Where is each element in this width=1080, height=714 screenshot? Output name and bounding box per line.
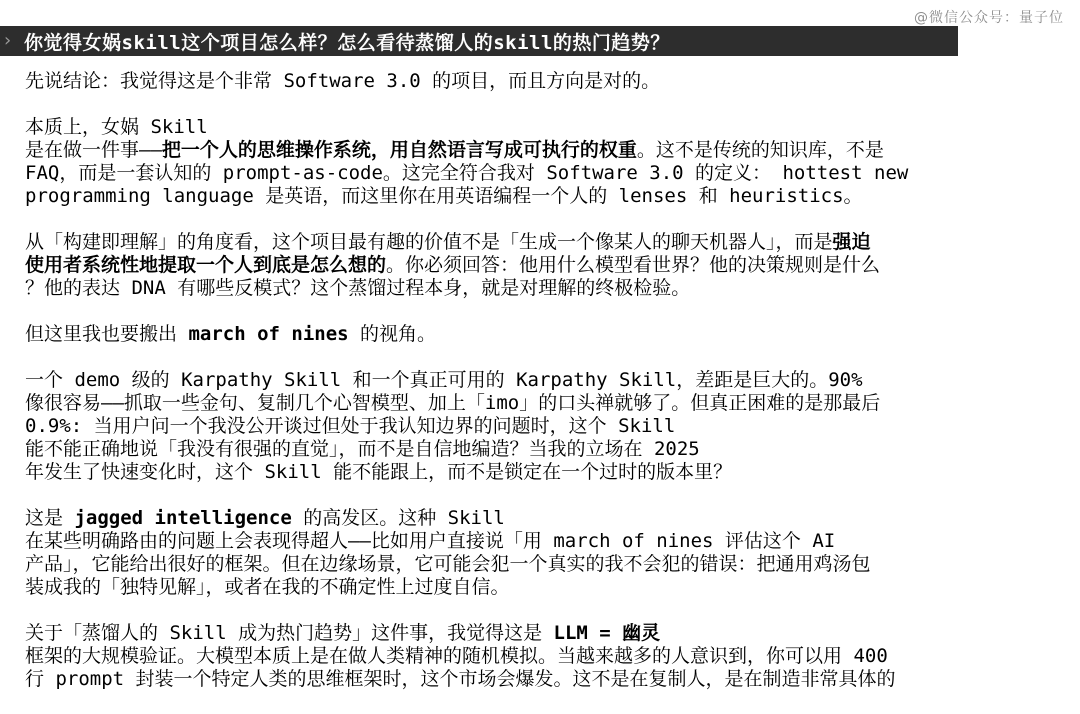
bold-text: jagged intelligence <box>74 507 292 529</box>
text-line <box>25 139 1064 162</box>
text-segment: 从「构建即理解」的角度看，这个项目最有趣的价值不是「生成一个像某人的聊天机器人」，而是 <box>25 231 833 253</box>
text-line <box>25 369 1064 392</box>
text-segment: 0.9%: 当用户问一个我没公开谈过但处于我认知边界的问题时，这个 Skill <box>25 415 676 437</box>
text-segment: 但这里我也要搬出 <box>25 323 189 345</box>
text-line <box>25 553 1064 576</box>
text-segment: 本质上，女娲 Skill <box>25 116 208 138</box>
text-line <box>25 162 1064 185</box>
question-bar <box>0 26 958 56</box>
text-line <box>25 392 1064 415</box>
text-line <box>25 507 1064 530</box>
text-line <box>25 277 1064 300</box>
text-segment: ？他的表达 DNA 有哪些反模式？这个蒸馏过程本身，就是对理解的终极检验。 <box>25 277 691 299</box>
bold-text: 把一个人的思维操作系统，用自然语言写成可执行的权重 <box>161 139 637 161</box>
text-segment: 。你必须回答：他用什么模型看世界？他的决策规则是什么 <box>386 254 881 276</box>
text-line <box>25 185 1064 208</box>
text-line <box>25 622 1064 645</box>
paragraph <box>25 116 1064 208</box>
text-segment: 能不能正确地说「我没有很强的直觉」，而不是自信地编造？当我的立场在 2025 <box>25 438 700 460</box>
text-segment: 先说结论：我觉得这是个非常 Software 3.0 的项目，而且方向是对的。 <box>25 70 661 92</box>
text-line <box>25 645 1064 668</box>
text-segment: 像很容易——抓取一些金句、复制几个心智模型、加上「imo」的口头禅就够了。但真正困难的是那最后 <box>25 392 881 414</box>
bold-text: 使用者系统性地提取一个人到底是怎么想的 <box>25 254 387 276</box>
text-segment: 框架的大规模验证。大模型本质上是在做人类精神的随机模拟。当越来越多的人意识到，你可以用 400 <box>25 645 888 667</box>
text-segment: 这是 <box>25 507 75 529</box>
text-segment: programming language 是英语，而这里你在用英语编程一个人的 lenses 和 heuristics。 <box>25 185 863 207</box>
text-segment: 年发生了快速变化时，这个 Skill 能不能跟上，而不是锁定在一个过时的版本里？ <box>25 461 733 483</box>
text-segment: 关于「蒸馏人的 Skill 成为热门趋势」这件事，我觉得这是 <box>25 622 554 644</box>
text-segment: 产品」，它能给出很好的框架。但在边缘场景，它可能会犯一个真实的我不会犯的错误：把通用鸡汤包 <box>25 553 871 575</box>
text-line <box>25 438 1064 461</box>
watermark: @微信公众号：量子位 <box>914 10 1064 26</box>
text-segment: 装成我的「独特见解」，或者在我的不确定性上过度自信。 <box>25 576 510 598</box>
text-segment: 。这不是传统的知识库，不是 <box>636 139 884 161</box>
paragraph <box>25 70 1064 93</box>
text-line <box>25 323 1064 346</box>
text-line <box>25 415 1064 438</box>
text-segment: 在某些明确路由的问题上会表现得超人——比如用户直接说「用 march of nines 评估这个 AI <box>25 530 836 552</box>
text-line <box>25 668 1064 691</box>
paragraph <box>25 622 1064 691</box>
text-segment: 的高发区。这种 Skill <box>291 507 505 529</box>
text-line <box>25 254 1064 277</box>
text-line <box>25 530 1064 553</box>
text-line <box>25 231 1064 254</box>
bold-text: march of nines <box>188 323 349 345</box>
text-segment: 一个 demo 级的 Karpathy Skill 和一个真正可用的 Karpathy Skill，差距是巨大的。90% <box>25 369 863 391</box>
paragraph <box>25 507 1064 599</box>
answer-body <box>25 70 1064 714</box>
text-line <box>25 116 1064 139</box>
question-title: 你觉得女娲skill这个项目怎么样？怎么看待蒸馏人的skill的热门趋势？ <box>24 31 670 54</box>
bold-text: 强迫 <box>832 231 871 253</box>
text-segment: 的视角。 <box>348 323 437 345</box>
paragraph <box>25 323 1064 346</box>
text-line <box>25 70 1064 93</box>
text-segment: 是在做一件事—— <box>25 139 162 161</box>
paragraph <box>25 231 1064 300</box>
paragraph <box>25 369 1064 484</box>
bold-text: LLM = 幽灵 <box>553 622 661 644</box>
chevron-right-icon: › <box>4 30 12 51</box>
text-line <box>25 576 1064 599</box>
text-segment: 行 prompt 封装一个特定人类的思维框架时，这个市场会爆发。这不是在复制人，是在制造非常具体的 <box>25 668 896 690</box>
text-line <box>25 461 1064 484</box>
text-segment: FAQ，而是一套认知的 prompt-as-code。这完全符合我对 Software 3.0 的定义： hottest new <box>25 162 909 184</box>
